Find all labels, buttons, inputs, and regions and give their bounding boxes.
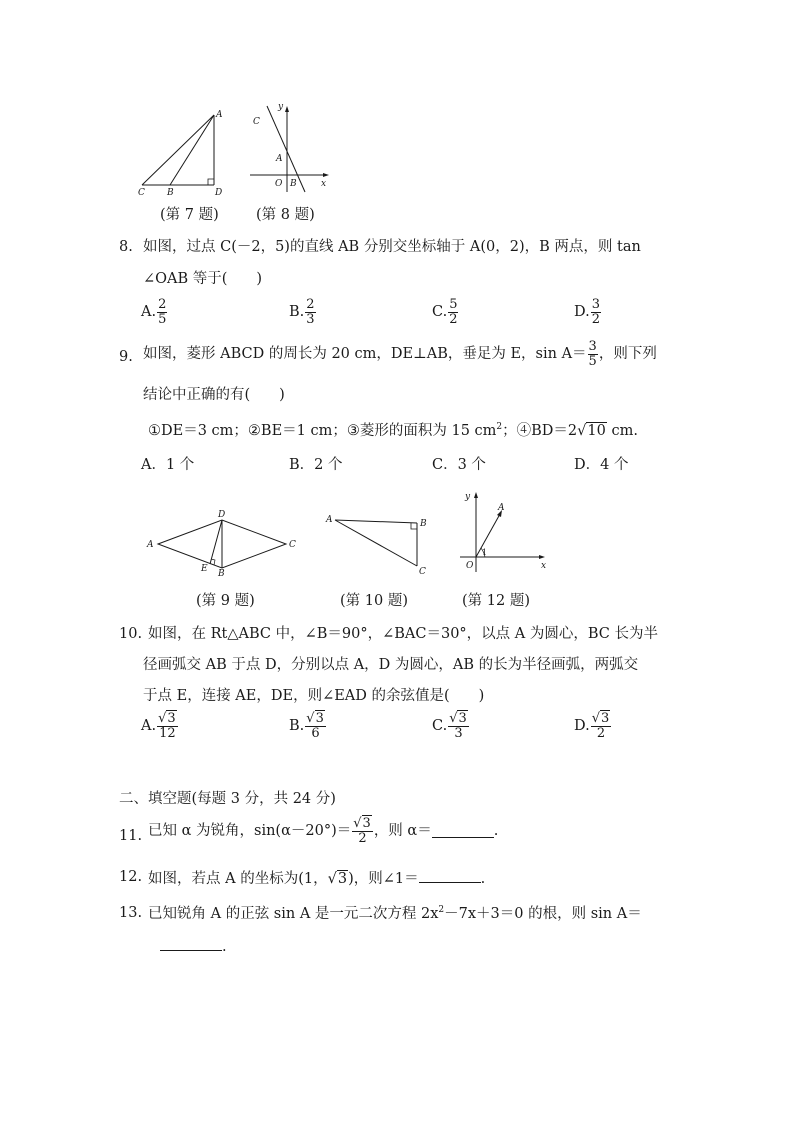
q10-option-c: C. $\frac{√3}{3}$: [432, 711, 467, 741]
fig8-label-a: A: [276, 154, 283, 164]
fig10-line-ac: [335, 520, 417, 566]
q8-option-c: C. $\frac{5}{2}$: [432, 297, 458, 327]
fig9-label-d: D: [218, 510, 226, 520]
fig12-ray-oa: [476, 514, 500, 557]
fig8-y-arrow: [285, 106, 289, 112]
fig10-right-angle-mark: [411, 523, 417, 529]
q9-option-a: A．1 个: [141, 457, 195, 473]
q10-stem-line3: 于点 E，连接 AE，DE，则∠EAD 的余弦值是( ): [143, 688, 485, 704]
q10-stem-line1: 如图，在 Rt△ABC 中，∠B＝90°，∠BAC＝30°，以点 A 为圆心，BC 长为半: [148, 626, 658, 642]
q10-option-d: D. $\frac{√3}{2}$: [574, 711, 610, 741]
q11-fraction: $\frac{√3}{2}$: [353, 816, 371, 846]
figure-8-axes: [245, 100, 340, 195]
fig12-label-x: x: [541, 561, 547, 571]
fig7-label-c: C: [138, 188, 145, 198]
q11-answer-blank[interactable]: [432, 825, 494, 838]
fig8-label-c: C: [253, 117, 260, 127]
caption-fig12: (第 12 题): [462, 593, 530, 609]
q13-answer-line: .: [160, 938, 227, 955]
fig7-line-ca: [142, 115, 214, 185]
fig8-line-ab: [267, 106, 305, 192]
q13-stem: 已知锐角 A 的正弦 sin A 是一元二次方程 $2x^2-7x+3=0$ 的根，则 sin A＝: [148, 905, 642, 922]
fig8-label-b: B: [290, 179, 297, 189]
q8-stem-line2: ∠OAB 等于( ): [143, 271, 263, 287]
figure-9-rhombus: [142, 505, 307, 585]
q10-option-a: A. $\frac{√3}{12}$: [141, 711, 176, 741]
fig10-label-a: A: [326, 515, 333, 525]
fig9-label-c: C: [289, 540, 296, 550]
q9-option-c: C．3 个: [432, 457, 486, 473]
q10-stem-line2: 径画弧交 AB 于点 D，分别以点 A，D 为圆心，AB 的长为半径画弧，两弧交: [143, 657, 639, 673]
fig10-line-ab: [335, 520, 417, 523]
fig8-label-x: x: [321, 179, 327, 189]
q8-option-b-fraction: $\frac{2}{3}$: [306, 297, 315, 327]
fig7-label-a: A: [216, 110, 223, 120]
figure-12-axes: [455, 488, 555, 578]
q10-option-b: B. $\frac{√3}{6}$: [289, 711, 324, 741]
fig12-x-arrow: [539, 555, 545, 559]
q10-number: 10.: [119, 626, 143, 642]
fig9-line-de: [210, 520, 222, 564]
caption-fig8: (第 8 题): [256, 207, 315, 223]
q8-option-b: B. $\frac{2}{3}$: [289, 297, 315, 327]
fig7-right-angle-mark: [208, 179, 214, 185]
q8-option-c-fraction: $\frac{5}{2}$: [449, 297, 458, 327]
fig12-label-o: O: [466, 561, 474, 571]
fig12-label-y: y: [465, 492, 471, 502]
fig7-label-d: D: [215, 188, 223, 198]
q11-stem: 已知 α 为锐角，sin(α－20°)＝ $\frac{√3}{2}$ ，则 α＝ .: [148, 816, 499, 846]
q9-option-b: B．2 个: [289, 457, 343, 473]
fig8-label-o: O: [275, 179, 283, 189]
caption-fig7: (第 7 题): [160, 207, 219, 223]
q8-option-a-fraction: $\frac{2}{5}$: [158, 297, 167, 327]
fig8-x-arrow: [323, 173, 329, 177]
caption-fig9: (第 9 题): [196, 593, 255, 609]
q11-number: 11.: [119, 828, 143, 844]
q10-option-c-fraction: $\frac{√3}{3}$: [449, 711, 467, 741]
fig12-y-arrow: [474, 492, 478, 498]
q10-option-d-fraction: $\frac{√3}{2}$: [591, 711, 610, 741]
q9-stem-line2: 结论中正确的有( ): [143, 387, 285, 403]
q9-stem-line1: 如图，菱形 ABCD 的周长为 20 cm，DE⊥AB，垂足为 E，sin A＝ $\frac{3}{5}$ ，则下列: [143, 339, 657, 369]
q12-sqrt-3: √3: [327, 871, 348, 887]
q13-answer-blank[interactable]: [160, 938, 222, 951]
figure-7-triangle: [130, 105, 240, 200]
q8-option-a: A. $\frac{2}{5}$: [141, 297, 167, 327]
q9-option-d: D．4 个: [574, 457, 629, 473]
fig9-label-a: A: [147, 540, 154, 550]
q13-number: 13.: [119, 905, 143, 921]
q12-answer-blank[interactable]: [419, 870, 481, 883]
fig9-label-e: E: [201, 564, 208, 574]
q10-option-a-fraction: $\frac{√3}{12}$: [158, 711, 176, 741]
fig8-label-y: y: [278, 102, 284, 112]
fig9-label-b: B: [218, 569, 225, 579]
q9-statements: ①DE＝3 cm；②BE＝1 cm；③菱形的面积为 15 $cm^2$；④BD＝2√10 cm.: [148, 422, 638, 439]
fig10-label-b: B: [420, 519, 427, 529]
q9-number: 9.: [119, 349, 133, 365]
q8-option-d: D. $\frac{3}{2}$: [574, 297, 600, 327]
fig12-label-1: 1: [482, 548, 488, 557]
fig10-label-c: C: [419, 567, 426, 577]
q12-number: 12.: [119, 869, 143, 885]
q9-sqrt-10: √10: [577, 422, 606, 439]
fig7-label-b: B: [167, 188, 174, 198]
q8-stem-line1: 如图，过点 C(－2，5)的直线 AB 分别交坐标轴于 A(0，2)，B 两点，则 tan: [143, 239, 641, 255]
q12-stem: 如图，若点 A 的坐标为(1，√3)，则∠1＝ .: [148, 871, 486, 887]
fig12-label-a: A: [498, 503, 505, 513]
q10-option-b-fraction: $\frac{√3}{6}$: [306, 711, 324, 741]
q8-option-d-fraction: $\frac{3}{2}$: [591, 297, 600, 327]
q8-number: 8.: [119, 239, 133, 255]
section-2-heading: 二、填空题(每题 3 分，共 24 分): [119, 791, 336, 807]
fig7-line-ba: [170, 115, 214, 185]
q9-sin-fraction: $\frac{3}{5}$: [588, 339, 597, 369]
caption-fig10: (第 10 题): [340, 593, 408, 609]
figure-10-triangle: [320, 508, 435, 580]
